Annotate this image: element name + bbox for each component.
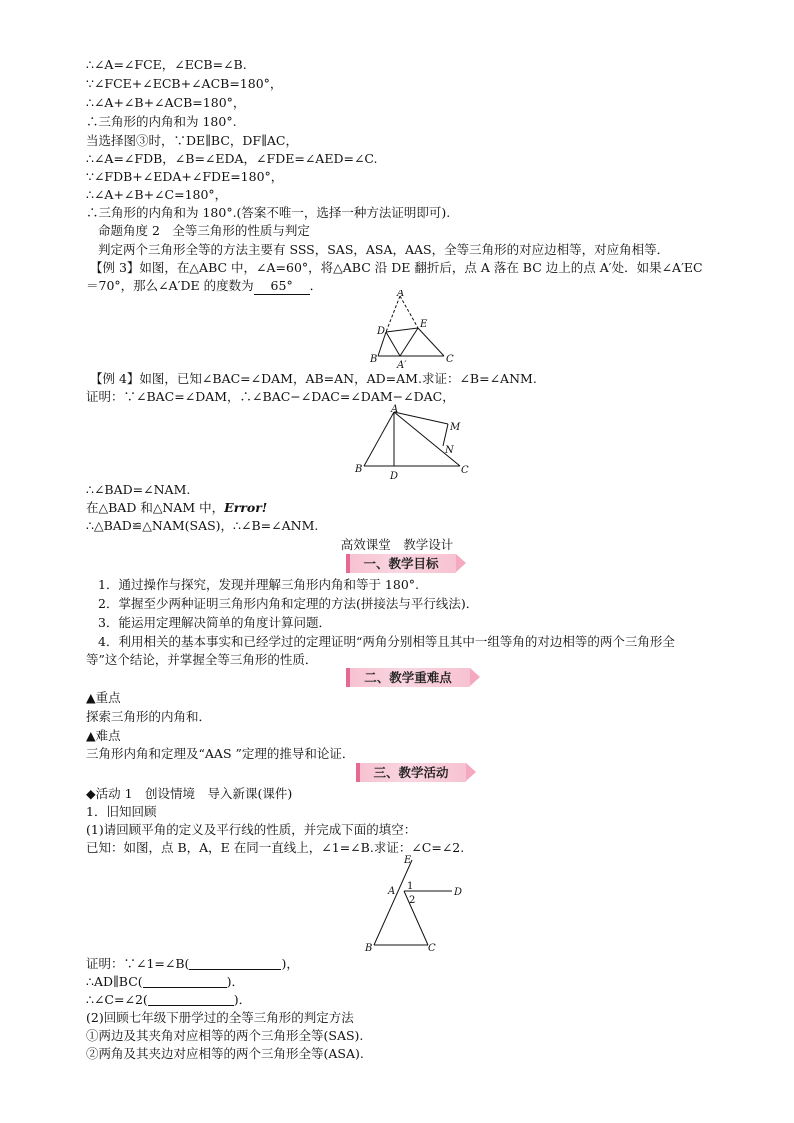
label-d: D [454, 887, 463, 898]
proof2-text: 证明：∵∠1=∠B( [86, 956, 190, 971]
example3-period: ． [309, 278, 323, 293]
label-c: C [446, 354, 454, 365]
example4-line2: 证明：∵∠BAC=∠DAM，∴∠BAC−∠DAC=∠DAM−∠DAC， [86, 389, 455, 404]
label-b: B [370, 354, 378, 365]
heading-goals-label: 一、教学目标 [363, 556, 439, 571]
label-c: C [428, 943, 436, 954]
blank-field[interactable] [189, 956, 281, 970]
proof2-text: )． [226, 974, 245, 989]
difficulty-label: ▲难点 [86, 728, 121, 743]
proof-line: 当选择图③时，∵DE∥BC，DF∥AC， [86, 133, 298, 148]
blank-field[interactable] [148, 992, 234, 1006]
goal-item: 4．利用相关的基本事实和已经学过的定理证明“两角分别相等且其中一组等角的对边相等的两个三角形全 [98, 634, 675, 649]
label-b: B [355, 464, 363, 475]
proof-line: ∴∠A+∠B+∠ACB=180°， [86, 95, 246, 110]
label-n: N [445, 445, 454, 456]
label-a-prime: A′ [397, 360, 407, 370]
label-a: A [388, 886, 396, 897]
label-a: A [391, 404, 399, 415]
proof2-text: )， [281, 956, 299, 971]
proof-line: ∵∠FCE+∠ECB+∠ACB=180°， [86, 76, 283, 91]
proof2-text: )． [233, 992, 252, 1007]
angle2-desc: 判定两个三角形全等的方法主要有 SSS，SAS，ASA，AAS，全等三角形的对应边相等，对应角相等． [98, 242, 670, 257]
given-text: 已知：如图，点 B，A，E 在同一直线上，∠1=∠B.求证：∠C=∠2. [86, 840, 465, 855]
section-title: 高效课堂 教学设计 [340, 537, 454, 552]
blank-field[interactable] [143, 974, 227, 988]
angle2-title: 命题角度 2 全等三角形的性质与判定 [98, 223, 310, 238]
label-c: C [461, 465, 469, 476]
proof-line: ∴三角形的内角和为 180°.(答案不唯一，选择一种方法证明即可). [86, 205, 451, 220]
example3-line2 [86, 278, 322, 295]
example4-figure [350, 400, 480, 482]
heading-goals [346, 554, 456, 573]
heading-activities-label: 三、教学活动 [373, 765, 449, 780]
heading-key-points [346, 668, 470, 687]
proof2-line1 [86, 956, 299, 972]
proof2-line2 [86, 974, 244, 990]
heading-activities [356, 763, 466, 782]
label-angle-2: 2 [409, 895, 416, 906]
review-figure [360, 852, 470, 954]
method-sas: ①两边及其夹角对应相等的两个三角形全等(SAS). [86, 1028, 364, 1043]
goal-item: 1．通过操作与探究，发现并理解三角形内角和等于 180°. [98, 577, 420, 592]
proof2-text: ∴AD∥BC( [86, 974, 143, 989]
proof-line: ∴∠A=∠FDB，∠B=∠EDA，∠FDE=∠AED=∠C. [86, 151, 378, 166]
example4-line5: ∴△BAD≌△NAM(SAS)，∴∠B=∠ANM. [86, 518, 319, 533]
review-title: 1．旧知回顾 [86, 804, 157, 819]
label-e: E [404, 855, 412, 866]
example3-answer: 65° [254, 278, 310, 295]
example4-line4 [86, 500, 267, 516]
label-a: A [397, 290, 405, 299]
question-1: (1)请回顾平角的定义及平行线的性质，并完成下面的填空： [86, 822, 417, 837]
label-d: D [377, 326, 386, 337]
key-text: 探索三角形的内角和． [86, 709, 212, 724]
example4-line1: 【例 4】如图，已知∠BAC=∠DAM，AB=AN，AD=AM.求证：∠B=∠ANM. [90, 371, 537, 386]
example3-line1: 【例 3】如图，在△ABC 中，∠A=60°，将△ABC 沿 DE 翻折后，点 A 落在 BC 边上的点 A′处．如果∠A′EC [90, 260, 703, 275]
heading-key-label: 二、教学重难点 [364, 670, 452, 685]
proof2-line3 [86, 992, 251, 1008]
goal-item: 等”这个结论，并掌握全等三角形的性质． [86, 652, 318, 667]
question-2: (2)回顾七年级下册学过的全等三角形的判定方法 [86, 1010, 354, 1025]
label-b: B [365, 943, 373, 954]
method-asa: ②两角及其夹边对应相等的两个三角形全等(ASA). [86, 1046, 364, 1061]
activity-1: ◆活动 1 创设情境 导入新课(课件) [86, 786, 293, 801]
proof-line: ∴三角形的内角和为 180°. [86, 114, 237, 129]
proof-line: ∵∠FDB+∠EDA+∠FDE=180°， [86, 169, 284, 184]
label-e: E [420, 319, 428, 330]
example3-text: ＝70°，那么∠A′DE 的度数为 [86, 278, 254, 293]
difficulty-text: 三角形内角和定理及“AAS ”定理的推导和论证． [86, 746, 355, 761]
key-label: ▲重点 [86, 690, 121, 705]
label-angle-1: 1 [407, 881, 414, 892]
proof2-text: ∴∠C=∠2( [86, 992, 148, 1007]
goal-item: 3．能运用定理解决简单的角度计算问题． [98, 615, 331, 630]
example4-line3: ∴∠BAD=∠NAM. [86, 482, 191, 497]
goal-item: 2．掌握至少两种证明三角形内角和定理的方法(拼接法与平行线法)． [98, 596, 479, 611]
error-text: Error! [224, 500, 268, 515]
label-m: M [450, 422, 461, 433]
example4-text: 在△BAD 和△NAM 中， [86, 500, 225, 515]
example3-figure [360, 290, 470, 370]
proof-line: ∴∠A+∠B+∠C=180°， [86, 187, 228, 202]
proof-line: ∴∠A=∠FCE，∠ECB=∠B. [86, 57, 247, 72]
label-d: D [390, 471, 399, 482]
